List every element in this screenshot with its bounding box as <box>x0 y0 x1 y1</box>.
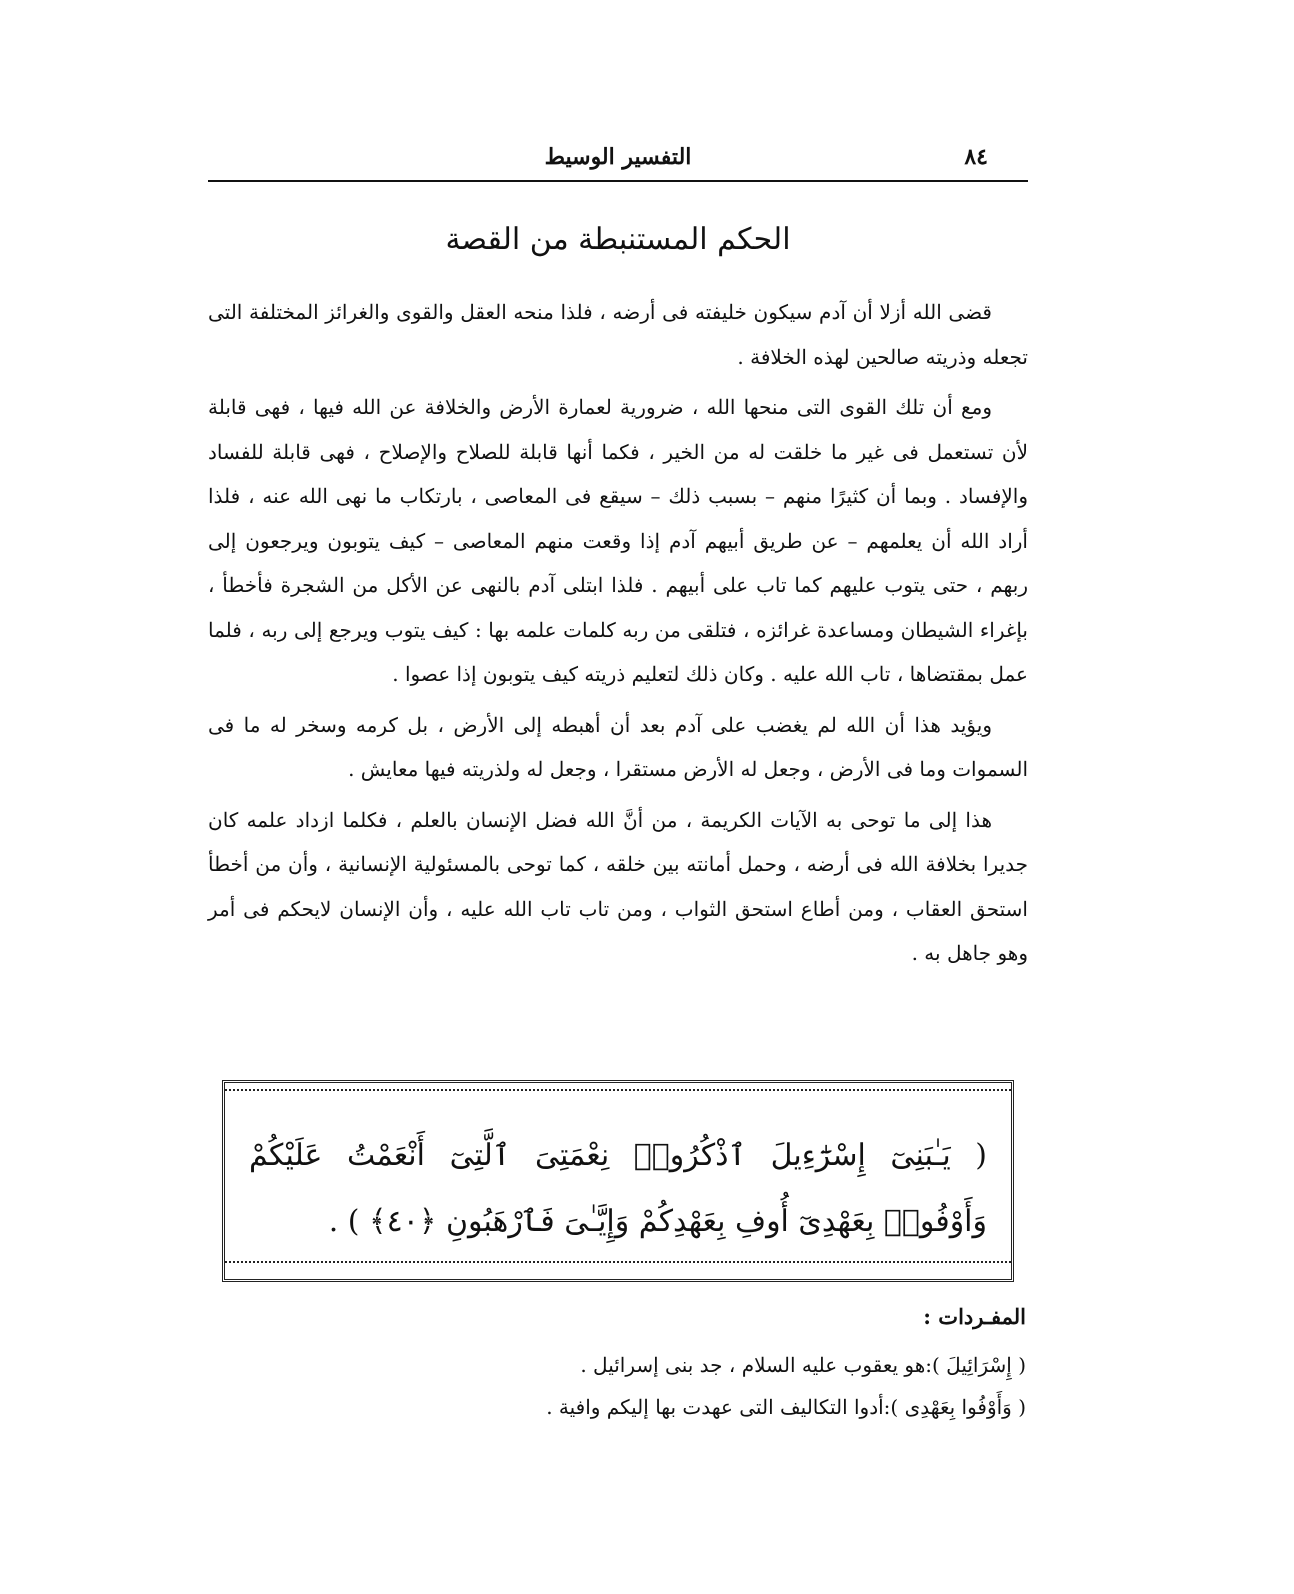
vocabulary-item: ( إِسْرَائِيلَ ):هو يعقوب عليه السلام ، جد بنى إسرائيل . <box>580 1353 1026 1377</box>
section-title: الحكم المستنبطة من القصة <box>445 222 791 257</box>
vocabulary-list <box>406 1344 1026 1428</box>
quran-verse-frame <box>222 1080 1014 1282</box>
paragraph: ويؤيد هذا أن الله لم يغضب على آدم بعد أن أهبطه إلى الأرض ، بل كرمه وسخر له ما فى السموات وما فى الأرض ، وجعل له الأرض مستقرا ، وجعل له ولذريته فيها معايش . <box>208 712 1028 781</box>
page-header <box>208 140 1028 180</box>
quran-verse: ( يَـٰبَنِىٓ إِسْرَٰٓءِيلَ ٱذْكُرُوا۟ نِعْمَتِىَ ٱلَّتِىٓ أَنْعَمْتُ عَلَيْكُمْ وَأَوْفُوا۟ بِعَهْدِىٓ أُوفِ بِعَهْدِكُمْ وَإِيَّـٰىَ فَٱرْهَبُونِ ﴿٤٠﴾ ) . <box>249 1138 987 1239</box>
ornament-border-top <box>225 1089 1011 1101</box>
page-number: ٨٤ <box>964 144 988 170</box>
paragraph: هذا إلى ما توحى به الآيات الكريمة ، من أنَّ الله فضل الإنسان بالعلم ، فكلما ازداد علمه كان جديرا بخلافة الله فى أرضه ، وحمل أمانته بين خلقه ، كما توحى بالمسئولية الإنسانية ، وأن من أخطأ استحق العقاب ، ومن أطاع استحق الثواب ، ومن تاب تاب الله عليه ، وأن الإنسان لايحكم فى أمر وهو جاهل به . <box>208 807 1028 965</box>
vocabulary-item: ( وَأَوْفُوا بِعَهْدِى ):أدوا التكاليف التى عهدت بها إليكم وافية . <box>546 1395 1026 1419</box>
paragraph: قضى الله أزلا أن آدم سيكون خليفته فى أرضه ، فلذا منحه العقل والقوى والغرائز المختلفة التى تجعله وذريته صالحين لهذه الخلافة . <box>208 300 1028 369</box>
ornament-border-bottom <box>225 1261 1011 1273</box>
book-title: التفسير الوسيط <box>544 144 692 170</box>
vocabulary-heading: المفـردات : <box>923 1304 1026 1329</box>
paragraph: ومع أن تلك القوى التى منحها الله ، ضرورية لعمارة الأرض والخلافة عن الله فيها ، فهى قابلة لأن تستعمل فى غير ما خلقت له من الخير ، فكما أنها قابلة للصلاح والإصلاح ، فهى قابلة للفساد والإفساد . وبما أن كثيرًا منهم – بسبب ذلك – سيقع فى المعاصى ، بارتكاب ما نهى الله عنه ، فلذا أراد الله أن يعلمهم – عن طريق أبيهم آدم إذا وقعت منهم المعاصى – كيف يتوبون ويرجعون إلى ربهم ، حتى يتوب عليهم كما تاب على أبيهم . فلذا ابتلى آدم بالنهى عن الأكل من الشجرة فأخطأ ، بإغراء الشيطان ومساعدة غرائزه ، فتلقى من ربه كلمات علمه بها : كيف يتوب ويرجع إلى ربه ، فلما عمل بمقتضاها ، تاب الله عليه . وكان ذلك لتعليم ذريته كيف يتوبون إذا عصوا . <box>208 395 1028 686</box>
body-text <box>208 290 1028 982</box>
header-rule <box>208 180 1028 182</box>
